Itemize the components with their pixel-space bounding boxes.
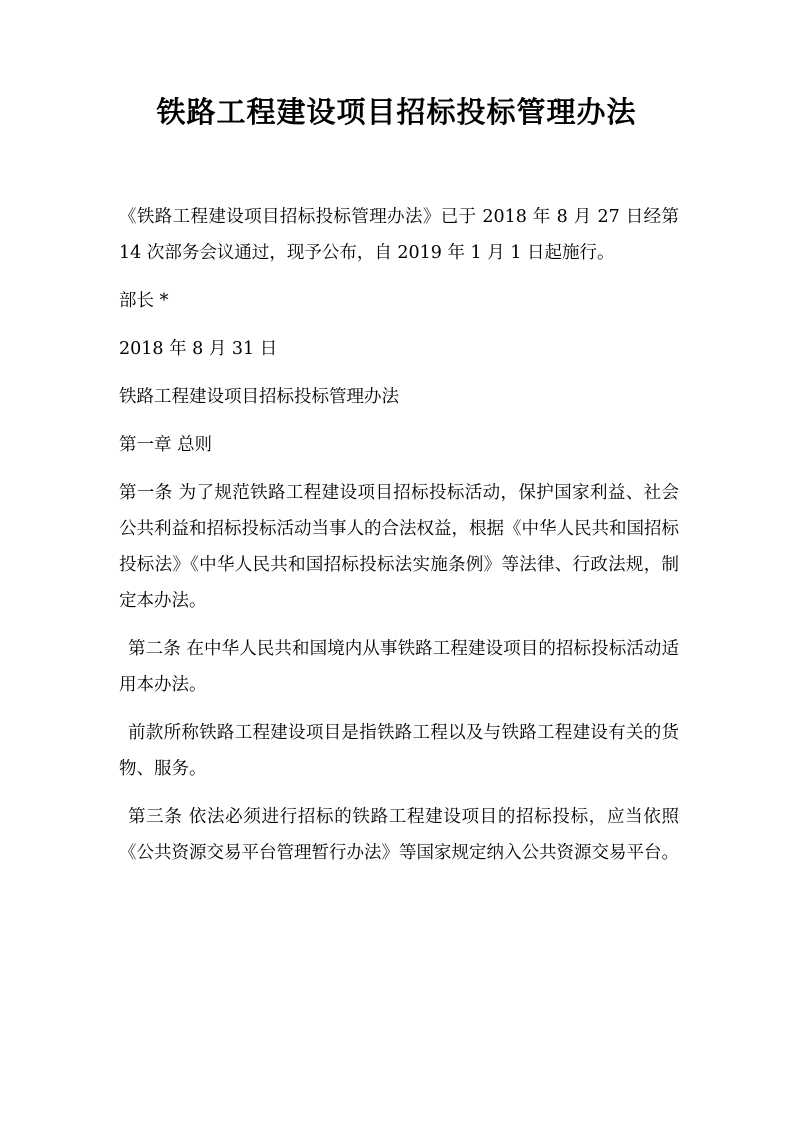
chapter-heading: 第一章 总则 (119, 435, 213, 455)
article-2-clause: 前款所称铁路工程建设项目是指铁路工程以及与铁路工程建设有关的货物、服务。 (119, 723, 679, 779)
article-3: 第三条 依法必须进行招标的铁路工程建设项目的招标投标，应当依照《公共资源交易平台管理暂行办法》等国家规定纳入公共资源交易平台。 (119, 807, 679, 863)
issue-date: 2018 年 8 月 31 日 (119, 339, 278, 359)
regulation-name: 铁路工程建设项目招标投标管理办法 (119, 387, 399, 407)
article-2: 第二条 在中华人民共和国境内从事铁路工程建设项目的招标投标活动适用本办法。 (119, 639, 679, 695)
signatory-line: 部长 * (119, 291, 169, 311)
document-title: 铁路工程建设项目招标投标管理办法 (156, 95, 637, 129)
promulgation-notice: 《铁路工程建设项目招标投标管理办法》已于 2018 年 8 月 27 日经第 14 次部务会议通过，现予公布，自 2019 年 1 月 1 日起施行。 (119, 207, 679, 263)
document-body (119, 199, 679, 883)
article-1: 第一条 为了规范铁路工程建设项目招标投标活动，保护国家利益、社会公共利益和招标投标活动当事人的合法权益，根据《中华人民共和国招标投标法》《中华人民共和国招标投标法实施条例》等法律、行政法规，制定本办法。 (119, 483, 679, 611)
